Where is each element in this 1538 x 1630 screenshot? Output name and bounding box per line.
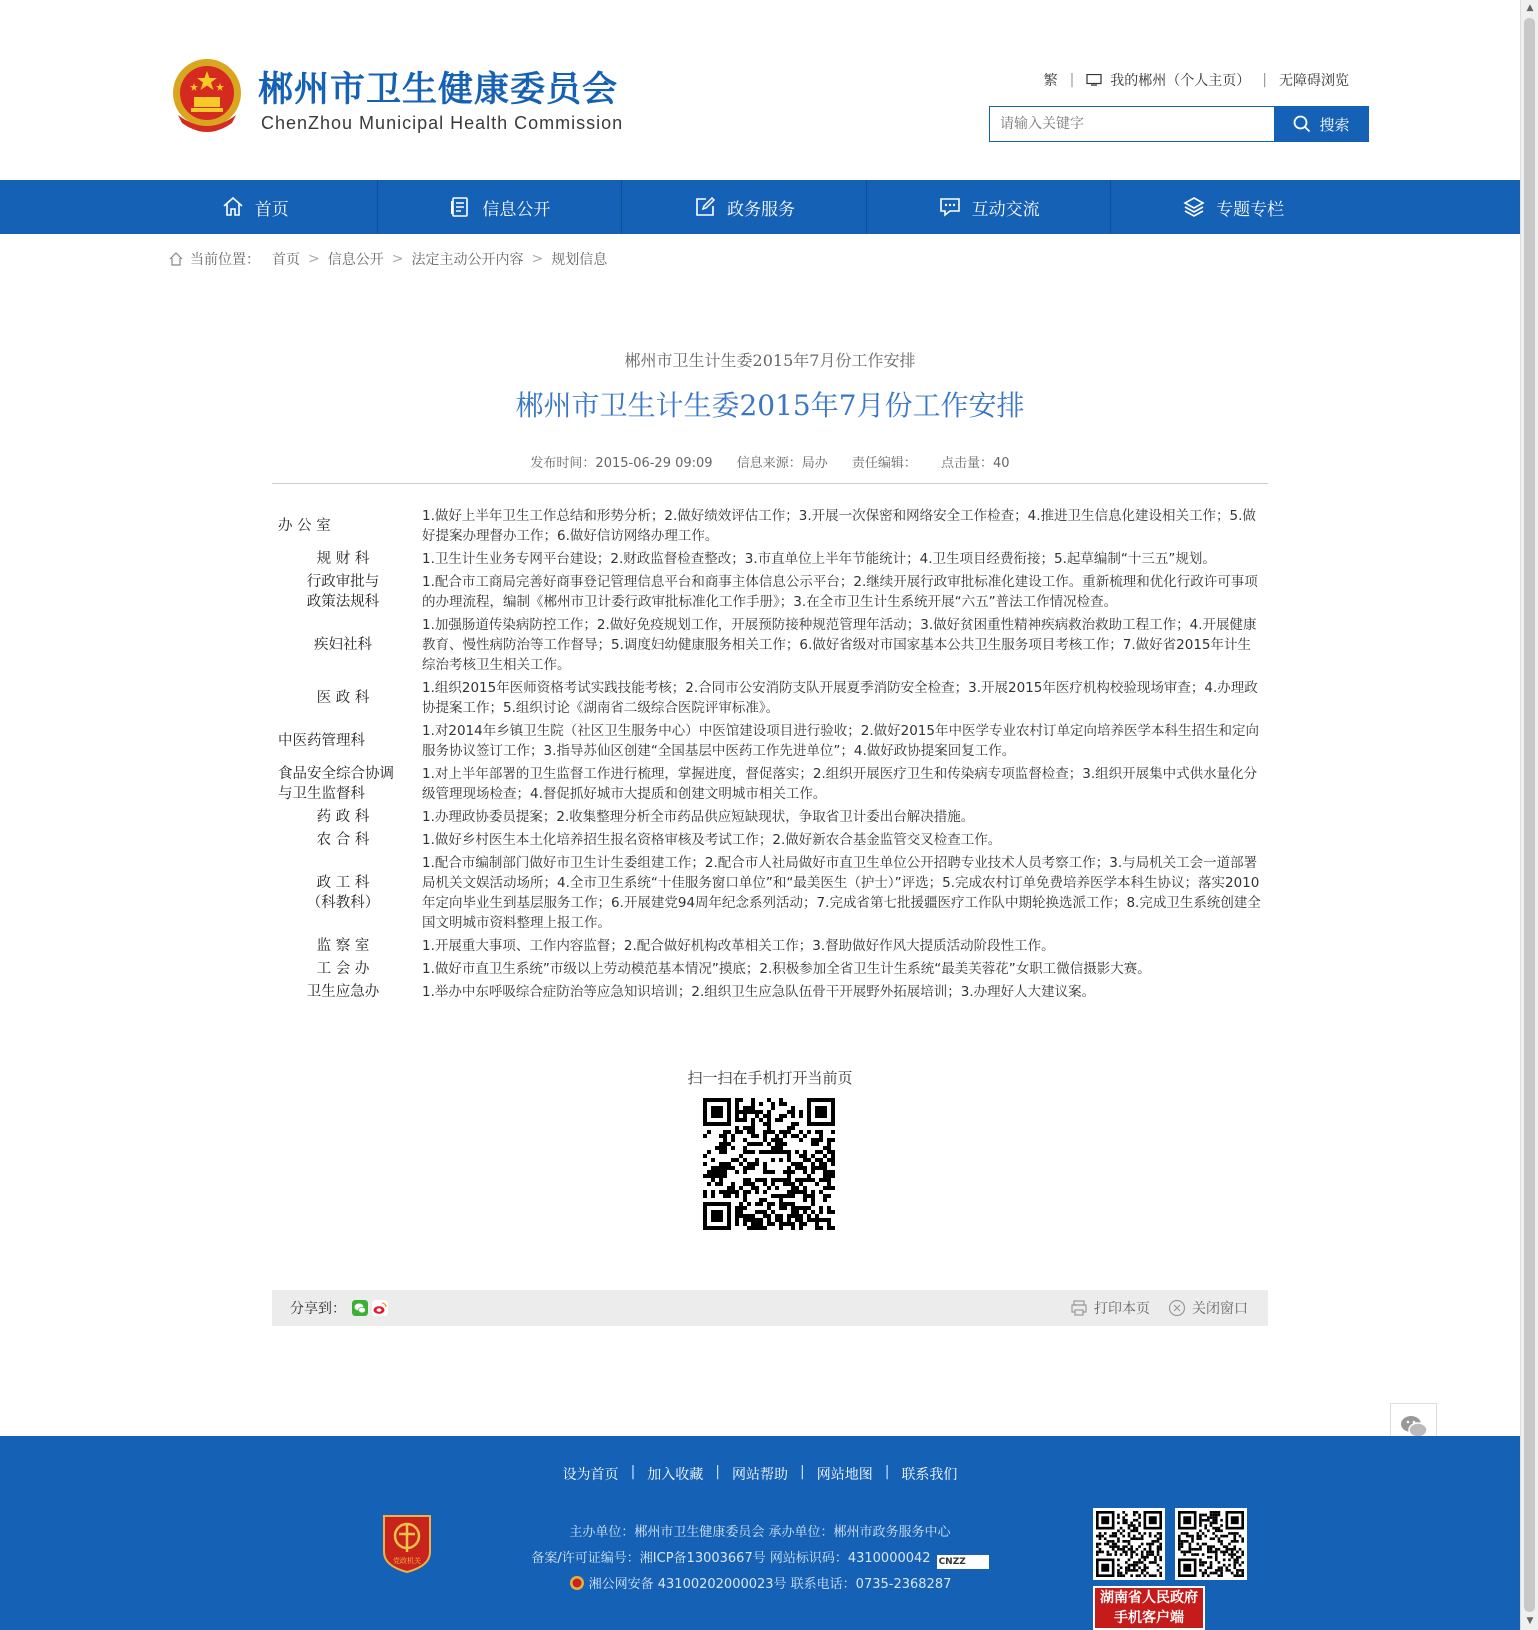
footer-sponsor: 主办单位：郴州市卫生健康委员会 承办单位：郴州市政务服务中心 <box>569 1525 951 1540</box>
task-cell: 1.配合市编制部门做好市卫生计生委组建工作；2.配合市人社局做好市直卫生单位公开招聘专业技术人员考察工作；3.与局机关工会一道部署局机关文娱活动场所；4.全市卫生系统“十佳服务窗口单位”和“最美医生（护士）”评选；5.完成农村订单免费培养医学本科生协议；落实2010年定向毕业生到基层服务工作；6.开展建党94周年纪念系列活动；7.完成省第七批援疆医疗工作队中期轮换选派工作；8.完成卫生系统创建全国文明城市资料整理上报工作。 <box>422 855 1261 931</box>
my-chenzhou-link[interactable]: 我的郴州（个人主页） <box>1110 73 1251 89</box>
task-cell: 1.加强肠道传染病防控工作；2.做好免疫规划工作，开展预防接种规范管理年活动；3.做好贫困重性精神疾病救治救助工程工作；4.开展健康教育、慢性病防治等工作督导；5.调度妇幼健康服务相关工作；6.做好省级对市国家基本公共卫生服务项目考核工作；7.做好省2015年计生综治考核卫生相关工作。 <box>422 617 1257 673</box>
print-label: 打印本页 <box>1094 1301 1150 1317</box>
cnzz-icon[interactable]: CNZZ <box>937 1555 989 1569</box>
traditional-chinese-link[interactable]: 繁 <box>1043 73 1058 89</box>
info-source: 信息来源：局办 <box>736 456 828 471</box>
wechat-share-icon[interactable] <box>352 1300 368 1316</box>
footer-icp-text: 备案/许可证编号：湘ICP备13003667号 网站标识码：4310000042 <box>531 1551 931 1566</box>
task-cell: 1.做好市直卫生系统”市级以上劳动模范基本情况”摸底；2.积极参加全省卫生计生系统“最美芙蓉花”女职工微信摄影大赛。 <box>422 961 1151 977</box>
chevron-right-icon: > <box>531 251 544 267</box>
breadcrumb-item-info[interactable]: 信息公开 <box>327 252 384 268</box>
article-title: 郴州市卫生计生委2015年7月份工作安排 <box>515 389 1025 422</box>
search-button-label: 搜索 <box>1319 115 1350 134</box>
department-cell: 规 财 科 <box>316 551 370 567</box>
department-cell: 农 合 科 <box>316 832 370 848</box>
table-row <box>272 571 1262 614</box>
close-window-button[interactable] <box>1168 1298 1248 1318</box>
table-row <box>272 614 1262 677</box>
task-cell: 1.办理政协委员提案；2.收集整理分析全市药品供应短缺现状，争取省卫计委出台解决措施。 <box>422 809 975 825</box>
task-cell: 1.开展重大事项、工作内容监督；2.配合做好机构改革相关工作；3.督助做好作风大提质活动阶段性工作。 <box>422 938 1055 954</box>
divider: | <box>1069 72 1075 88</box>
department-cell: 政 工 科 （科教科） <box>306 875 380 911</box>
police-badge-icon <box>569 1575 585 1591</box>
close-label: 关闭窗口 <box>1192 1301 1248 1317</box>
department-cell: 疾妇社科 <box>314 637 372 653</box>
printer-icon <box>1070 1299 1088 1317</box>
vertical-scrollbar[interactable] <box>1520 0 1538 1630</box>
table-row <box>272 935 1262 958</box>
breadcrumb-item-statutory[interactable]: 法定主动公开内容 <box>411 252 524 268</box>
table-row <box>272 806 1262 829</box>
main-nav <box>0 180 1520 234</box>
footer-link-set-home[interactable]: 设为首页 <box>562 1467 619 1483</box>
nav-item-special-topics[interactable] <box>1110 180 1355 234</box>
footer-link-sitemap[interactable]: 网站地图 <box>816 1467 873 1483</box>
search-icon <box>1293 115 1311 133</box>
task-cell: 1.组织2015年医师资格考试实践技能考核；2.合同市公安消防支队开展夏季消防安全检查；3.开展2015年医疗机构校验现场审查；4.办理政协提案工作；5.组织讨论《湖南省二级综合医院评审标准》。 <box>422 680 1258 716</box>
divider <box>272 483 1268 484</box>
qr-code-icon <box>703 1098 835 1230</box>
national-emblem-icon <box>170 55 244 135</box>
nav-item-home[interactable] <box>133 180 377 234</box>
table-row <box>272 548 1262 571</box>
site-subtitle: ChenZhou Municipal Health Commission <box>261 113 624 133</box>
hunan-gov-app-link[interactable] <box>1093 1586 1205 1630</box>
footer-qr-code-icon <box>1093 1508 1165 1580</box>
nav-label: 首页 <box>254 199 289 220</box>
department-cell: 卫生应急办 <box>306 984 380 1000</box>
task-cell: 1.配合市工商局完善好商事登记管理信息平台和商事主体信息公示平台；2.继续开展行政审批标准化建设工作。重新梳理和优化行政许可事项的办理流程，编制《郴州市卫计委行政审批标准化工作手册》；3.在全市卫生计生系统开展“六五”普法工作情况检查。 <box>422 574 1258 610</box>
chat-icon <box>938 195 962 219</box>
department-cell: 食品安全综合协调 与卫生监督科 <box>278 766 394 802</box>
task-cell: 1.做好上半年卫生工作总结和形势分析；2.做好绩效评估工作；3.开展一次保密和网络安全工作检查；4.推进卫生信息化建设相关工作；5.做好提案办理督办工作；6.做好信访网络办理工作。 <box>422 508 1256 544</box>
site-title: 郴州市卫生健康委员会 <box>258 70 619 110</box>
responsible-editor: 责任编辑： <box>851 456 917 471</box>
header <box>0 0 1520 180</box>
breadcrumb <box>168 249 607 269</box>
footer-police-text: 湘公网安备 43100202000023号 联系电话：0735-2368287 <box>588 1577 952 1592</box>
edit-icon <box>693 195 717 219</box>
app-label-line1: 湖南省人民政府 <box>1100 1590 1198 1606</box>
footer-link-favorite[interactable]: 加入收藏 <box>647 1467 704 1483</box>
nav-label: 专题专栏 <box>1216 199 1285 220</box>
table-row <box>272 958 1262 981</box>
task-cell: 1.举办中东呼吸综合症防治等应急知识培训；2.组织卫生应急队伍骨干开展野外拓展培训；3.办理好人大建议案。 <box>422 984 1096 1000</box>
article-subtitle: 郴州市卫生计生委2015年7月份工作安排 <box>624 351 916 370</box>
home-icon <box>168 251 184 267</box>
search-input[interactable] <box>989 106 1274 142</box>
nav-item-gov-services[interactable] <box>621 180 866 234</box>
weibo-share-icon[interactable] <box>372 1300 388 1316</box>
scrollbar-thumb[interactable] <box>1524 18 1535 1612</box>
divider: | <box>1262 72 1267 88</box>
footer-qr-code-icon <box>1175 1508 1247 1580</box>
nav-item-info-disclosure[interactable] <box>377 180 622 234</box>
work-schedule-table <box>272 505 1262 1004</box>
share-actions <box>1070 1298 1248 1318</box>
monitor-icon <box>1086 74 1102 86</box>
accessible-browsing-link[interactable]: 无障碍浏览 <box>1279 73 1349 89</box>
click-count: 点击量：40 <box>941 456 1010 471</box>
table-row <box>272 505 1262 548</box>
breadcrumb-item-home[interactable]: 首页 <box>272 252 300 268</box>
table-row <box>272 720 1262 763</box>
footer-link-help[interactable]: 网站帮助 <box>732 1467 788 1483</box>
badge-text: 党政机关 <box>393 1557 421 1565</box>
home-icon <box>221 195 245 219</box>
task-cell: 1.卫生计生业务专网平台建设；2.财政监督检查整改；3.市直单位上半年节能统计；4.卫生项目经费衔接；5.起草编制“十三五”规划。 <box>422 551 1216 567</box>
task-cell: 1.对2014年乡镇卫生院（社区卫生服务中心）中医馆建设项目进行验收；2.做好2015年中医学专业农村订单定向培养医学本科生招生和定向服务协议签订工作；3.指导苏仙区创建“全国基层中医药工作先进单位”；4.做好政协提案回复工作。 <box>422 723 1259 759</box>
department-cell: 医 政 科 <box>316 690 370 706</box>
nav-label: 信息公开 <box>482 199 551 220</box>
table-row <box>272 981 1262 1004</box>
top-links <box>1044 70 1349 90</box>
department-cell: 办 公 室 <box>278 518 331 534</box>
print-button[interactable] <box>1070 1298 1150 1318</box>
table-row <box>272 763 1262 806</box>
footer-link-contact[interactable]: 联系我们 <box>901 1467 958 1483</box>
chevron-right-icon: > <box>308 251 320 267</box>
department-cell: 监 察 室 <box>316 938 370 954</box>
footer-icp <box>0 1547 1520 1569</box>
article-meta <box>272 452 1268 471</box>
scroll-down-icon[interactable]: ▼ <box>1526 1616 1534 1626</box>
table-row <box>272 677 1262 720</box>
department-cell: 中医药管理科 <box>278 733 365 749</box>
share-bar <box>272 1290 1268 1326</box>
chevron-right-icon: > <box>391 251 404 267</box>
breadcrumb-prefix: 当前位置： <box>190 252 260 268</box>
nav-item-interaction[interactable] <box>866 180 1111 234</box>
task-cell: 1.对上半年部署的卫生监督工作进行梳理，掌握进度，督促落实；2.组织开展医疗卫生和传染病专项监督检查；3.组织开展集中式供水量化分级管理现场检查；4.督促抓好城市大提质和创建文明城市相关工作。 <box>422 766 1258 802</box>
nav-label: 政务服务 <box>726 199 795 220</box>
divider: | <box>884 1464 890 1480</box>
layers-icon <box>1182 195 1206 219</box>
nav-label: 互动交流 <box>971 199 1040 220</box>
search-button[interactable] <box>1274 106 1369 142</box>
qr-caption: 扫一扫在手机打开当前页 <box>687 1069 853 1087</box>
department-cell: 药 政 科 <box>316 809 370 825</box>
divider: | <box>715 1464 720 1480</box>
department-cell: 工 会 办 <box>316 961 370 977</box>
scroll-up-icon[interactable]: ▲ <box>1526 3 1534 13</box>
breadcrumb-item-planning[interactable]: 规划信息 <box>551 252 608 268</box>
share-label: 分享到： <box>290 1301 346 1317</box>
app-label-line2: 手机客户端 <box>1114 1610 1184 1626</box>
divider: | <box>630 1464 636 1480</box>
table-row <box>272 829 1262 852</box>
document-icon <box>448 195 472 219</box>
divider: | <box>800 1464 805 1480</box>
task-cell: 1.做好乡村医生本土化培养招生报名资格审核及考试工作；2.做好新农合基金监管交叉检查工作。 <box>422 832 1002 848</box>
close-icon <box>1168 1299 1186 1317</box>
footer-links <box>0 1464 1520 1484</box>
footer-police <box>0 1573 1520 1592</box>
publish-time: 发布时间：2015-06-29 09:09 <box>530 456 713 471</box>
footer <box>0 1436 1520 1630</box>
table-row <box>272 852 1262 935</box>
department-cell: 行政审批与 政策法规科 <box>306 574 380 610</box>
